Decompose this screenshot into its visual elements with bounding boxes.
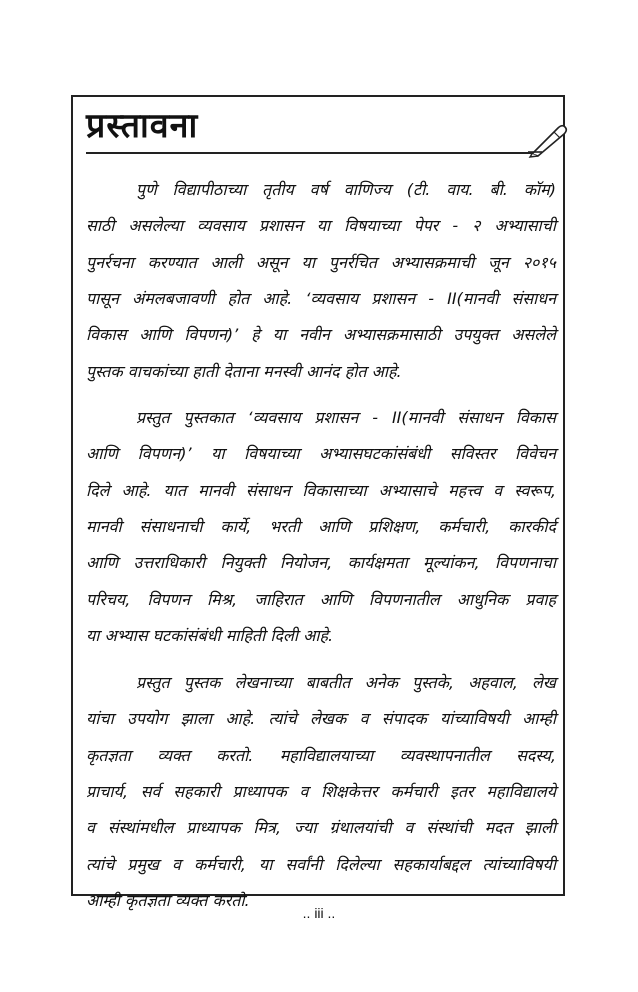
paragraph-line: प्रस्तुत पुस्तक लेखनाच्या बाबतीत अनेक पुस्तके, अहवाल, लेख: [136, 673, 556, 692]
paragraph-line: प्रस्तुत पुस्तकात ‘व्यवसाय प्रशासन - II(मानवी संसाधन विकास: [136, 408, 556, 427]
pen-icon: [528, 122, 568, 158]
paragraph-line: प्राचार्य, सर्व सहकारी प्राध्यापक व शिक्षकेत्तर कर्मचारी इतर महाविद्यालये: [86, 781, 556, 801]
paragraph-line: व संस्थांमधील प्राध्यापक मित्र, ज्या ग्रंथालयांची व संस्थांची मदत झाली: [86, 818, 556, 838]
paragraph-line: यांचा उपयोग झाला आहे. त्यांचे लेखक व संपादक यांच्याविषयी आम्ही: [86, 709, 556, 729]
paragraph-line: आणि विपणन)’ या विषयाच्या अभ्यासघटकांसंबंधी सविस्तर विवेचन: [86, 444, 556, 464]
paragraph-line: परिचय, विपणन मिश्र, जाहिरात आणि विपणनातील आधुनिक प्रवाह: [86, 589, 556, 609]
paragraph-line: पुस्तक वाचकांच्या हाती देताना मनस्वी आनंद होत आहे.: [86, 361, 402, 381]
paragraph-line: पासून अंमलबजावणी होत आहे. ‘व्यवसाय प्रशासन - II(मानवी संसाधन: [86, 288, 556, 308]
title-underline: [86, 152, 541, 154]
paragraph-line: या अभ्यास घटकांसंबंधी माहिती दिली आहे.: [86, 625, 334, 645]
paragraph-line: त्यांचे प्रमुख व कर्मचारी, या सर्वांनी दिलेल्या सहकार्याबद्दल त्यांच्याविषयी: [86, 854, 556, 874]
paragraph-line: दिले आहे. यात मानवी संसाधन विकासाच्या अभ्यासाचे महत्त्व व स्वरूप,: [86, 480, 556, 500]
page-number: .. iii ..: [302, 905, 336, 921]
page-title: प्रस्तावना: [86, 106, 199, 146]
paragraph-line: विकास आणि विपणन)’ हे या नवीन अभ्यासक्रमासाठी उपयुक्त असलेले: [86, 325, 556, 345]
paragraph-line: साठी असलेल्या व्यवसाय प्रशासन या विषयाच्या पेपर - २ अभ्यासाची: [86, 216, 556, 236]
paragraph-line: मानवी संसाधनाची कार्ये, भरती आणि प्रशिक्षण, कर्मचारी, कारकीर्द: [86, 516, 556, 536]
paragraph-line: आम्ही कृतज्ञता व्यक्त करतो.: [86, 890, 250, 910]
paragraph-line: पुणे विद्यापीठाच्या तृतीय वर्ष वाणिज्य (टी. वाय. बी. कॉम): [136, 180, 556, 199]
paragraph-line: पुनर्रचना करण्यात आली असून या पुनर्रचित अभ्यासक्रमाची जून २०१५: [86, 252, 556, 272]
paragraph-line: आणि उत्तराधिकारी नियुक्ती नियोजन, कार्यक्षमता मूल्यांकन, विपणनाचा: [86, 553, 556, 573]
paragraph-line: कृतज्ञता व्यक्त करतो. महाविद्यालयाच्या व्यवस्थापनातील सदस्य,: [86, 745, 556, 765]
